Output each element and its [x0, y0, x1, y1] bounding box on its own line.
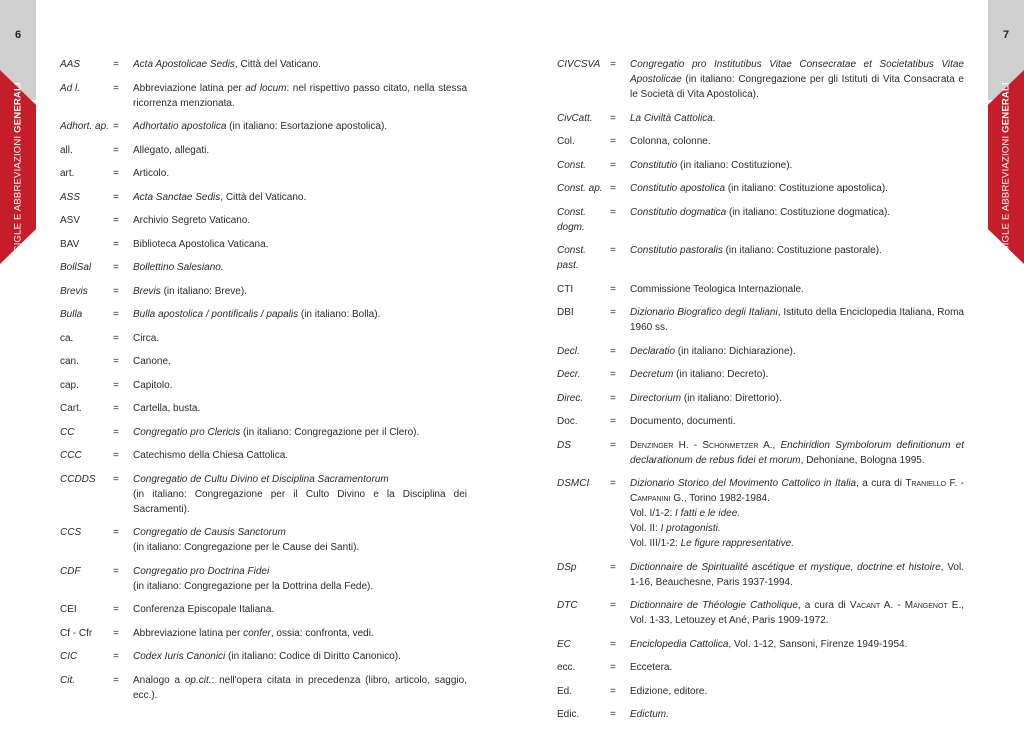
abbreviation-entry — [60, 525, 467, 555]
left-margin-tab — [0, 0, 36, 723]
equals-sign: = — [113, 565, 119, 577]
abbreviation-definition — [630, 111, 964, 126]
equals-sign: = — [113, 604, 119, 615]
abbreviation-term: Decr. — [557, 369, 581, 380]
abbreviation-term: DS — [557, 439, 571, 451]
abbreviation-definition — [630, 158, 964, 173]
equals-sign: = — [113, 403, 119, 414]
equals-sign: = — [610, 600, 616, 611]
abbreviation-definition — [630, 438, 964, 468]
abbreviation-entry — [60, 213, 467, 228]
equals-sign: = — [610, 369, 616, 380]
abbreviation-entry — [557, 305, 964, 335]
definition-segment: confer — [243, 627, 271, 639]
definition-segment: : nell'opera citata in precedenza (libro, articolo, saggio, ecc.). — [133, 674, 467, 701]
definition-segment: Bollettino Salesiano. — [133, 262, 224, 273]
definition-segment: Abbreviazione latina per — [133, 82, 246, 94]
equals-sign: = — [610, 245, 616, 256]
abbreviation-term: cap. — [60, 379, 79, 391]
abbreviation-term: Ad l. — [60, 82, 81, 94]
definition-segment: , ossia: confronta, vedi. — [270, 627, 374, 639]
equals-sign: = — [113, 473, 119, 485]
definition-segment: Vol. II: — [630, 523, 661, 534]
abbreviation-term: Const. — [557, 159, 586, 171]
definition-segment: (in italiano: Congregazione per le Cause dei Santi). — [133, 542, 360, 553]
definition-segment: I fatti e le idee. — [675, 508, 741, 519]
definition-segment: (in italiano: Bolla). — [298, 309, 381, 320]
definition-segment: Cartella, busta. — [133, 403, 201, 414]
equals-sign: = — [610, 112, 616, 124]
abbreviation-entry — [60, 448, 467, 463]
equals-sign: = — [610, 662, 616, 673]
abbreviation-definition — [630, 134, 964, 149]
definition-segment: , Istituto della Enciclopedia Italiana, Roma 1960 ss. — [630, 307, 964, 333]
definition-segment: Enchiridion Symbolorum definitionum et declarationum de rebus fidei et morum — [630, 439, 965, 466]
abbreviation-entry — [557, 391, 964, 406]
abbreviation-term: art. — [60, 168, 75, 179]
definition-segment: (in italiano: Congregazione per il Culto Divino e la Disciplina dei Sacramenti). — [133, 488, 467, 515]
definition-segment: Eccetera. — [630, 662, 673, 673]
definition-segment: Documento, documenti. — [630, 416, 736, 427]
abbreviation-term: CEI — [60, 604, 77, 615]
definition-segment: Bulla apostolica / pontificalis / papalis — [133, 309, 299, 320]
definition-segment: Commissione Teologica Internazionale. — [630, 283, 804, 295]
abbreviation-term: CDF — [60, 565, 81, 577]
abbreviation-definition — [133, 472, 467, 517]
abbreviation-term: DSp — [557, 561, 577, 573]
definition-segment: (in italiano: Codice di Diritto Canonico). — [225, 651, 401, 662]
equals-sign: = — [113, 238, 119, 250]
definition-segment: , a cura di — [797, 600, 850, 611]
definition-segment: , Città del Vaticano. — [220, 191, 307, 203]
definition-segment: H. - — [673, 439, 703, 451]
definition-segment: Brevis — [133, 285, 161, 297]
definition-segment: : nel rispettivo passo citato, nella stessa ricorrenza menzionata. — [133, 82, 468, 109]
abbreviation-definition — [133, 331, 467, 346]
abbreviation-definition — [133, 626, 467, 641]
abbreviation-entry — [557, 367, 964, 382]
abbreviation-definition — [133, 143, 467, 158]
definition-segment: La Civiltà Cattolica. — [630, 112, 716, 124]
equals-sign: = — [113, 527, 119, 538]
abbreviation-term: CCS — [60, 527, 82, 538]
definition-segment: Constitutio — [630, 159, 678, 171]
abbreviation-definition — [133, 190, 467, 205]
equals-sign: = — [610, 283, 616, 295]
definition-segment: Le figure rappresentative. — [680, 538, 794, 549]
abbreviation-entry — [557, 476, 964, 551]
abbreviation-entry — [60, 472, 467, 517]
equals-sign: = — [610, 439, 616, 451]
abbreviation-entry — [557, 134, 964, 149]
equals-sign: = — [610, 307, 616, 318]
abbreviation-entry — [557, 243, 964, 273]
equals-sign: = — [610, 638, 616, 650]
equals-sign: = — [113, 285, 119, 297]
definition-segment: Directorium — [630, 392, 682, 404]
abbreviation-definition — [133, 213, 467, 228]
definition-segment: (in italiano: Costituzione apostolica). — [725, 183, 888, 194]
abbreviation-definition — [133, 448, 467, 463]
abbreviation-term: ecc. — [557, 662, 576, 673]
definition-segment: Declaratio — [630, 345, 676, 357]
abbreviation-entry — [60, 425, 467, 440]
equals-sign: = — [113, 356, 119, 367]
abbreviation-term: Cf - Cfr — [60, 627, 93, 639]
abbreviation-definition — [630, 560, 964, 590]
definition-segment: Capitolo. — [133, 379, 173, 391]
abbreviation-entry — [557, 707, 964, 722]
abbreviation-definition — [133, 673, 467, 703]
definition-segment: Dizionario Storico del Movimento Cattolico in Italia — [630, 478, 857, 489]
definition-segment: Campanini — [630, 493, 671, 504]
definition-segment: Schönmetzer — [702, 439, 759, 451]
abbreviation-entry — [60, 237, 467, 252]
equals-sign: = — [113, 627, 119, 639]
equals-sign: = — [113, 121, 119, 132]
abbreviation-term: all. — [60, 144, 73, 156]
definition-segment: Congregatio de Cultu Divino et Disciplina Sacramentorum — [133, 473, 389, 485]
equals-sign: = — [610, 709, 616, 720]
abbreviation-entry — [60, 81, 467, 111]
abbreviation-definition — [630, 660, 964, 675]
page-number-left: 6 — [14, 29, 22, 41]
abbreviation-definition — [630, 57, 964, 102]
equals-sign: = — [113, 262, 119, 273]
abbreviation-definition — [133, 425, 467, 440]
abbreviation-term: ca. — [60, 332, 74, 344]
definition-segment: Edictum. — [630, 709, 669, 720]
abbreviation-entry — [60, 602, 467, 617]
equals-sign: = — [610, 206, 616, 218]
page-number-right: 7 — [1002, 29, 1010, 41]
equals-sign: = — [610, 478, 616, 489]
abbreviation-term: DTC — [557, 600, 578, 611]
definition-segment: (in italiano: Breve). — [160, 285, 247, 297]
definition-segment: Vol. I/1-2: — [630, 508, 676, 519]
abbreviation-entry — [60, 260, 467, 275]
definition-segment: Decretum — [630, 369, 674, 380]
definition-segment: F. - — [946, 478, 964, 489]
abbreviation-entry — [557, 57, 964, 102]
abbreviation-definition — [133, 81, 467, 111]
abbreviation-term: CCC — [60, 450, 82, 461]
abbreviation-term: Ed. — [557, 685, 573, 697]
definition-segment: Allegato, allegati. — [133, 144, 210, 156]
equals-sign: = — [610, 136, 616, 147]
abbreviation-definition — [133, 401, 467, 416]
abbreviation-entry — [60, 284, 467, 299]
abbreviation-term: Doc. — [557, 416, 578, 427]
definition-segment: (in italiano: Direttorio). — [681, 392, 782, 404]
definition-segment: (in italiano: Costituzione dogmatica). — [726, 206, 891, 218]
section-label-left: SIGLE E ABBREVIAZIONI GENERALI — [12, 82, 24, 252]
abbreviation-entry — [557, 637, 964, 652]
equals-sign: = — [113, 450, 119, 461]
abbreviation-definition — [133, 260, 467, 275]
definition-segment: (in italiano: Congregazione per il Clero). — [240, 426, 420, 438]
definition-segment: G., Torino 1982-1984. — [670, 493, 770, 504]
definition-segment: Vol. III/1-2: — [630, 538, 681, 549]
definition-segment: Congregatio pro Clericis — [133, 426, 241, 438]
equals-sign: = — [610, 345, 616, 357]
abbreviation-entry — [60, 119, 467, 134]
definition-segment: Constitutio pastoralis — [630, 245, 723, 256]
abbreviation-definition — [630, 391, 964, 406]
definition-segment: Codex Iuris Canonici — [133, 651, 226, 662]
abbreviation-definition — [133, 649, 467, 664]
definition-segment: Colonna, colonne. — [630, 136, 711, 147]
abbreviation-term: CivCatt. — [557, 112, 593, 124]
equals-sign: = — [113, 191, 119, 203]
definition-segment: Denzinger — [630, 439, 674, 451]
definition-segment: I protagonisti. — [660, 523, 721, 534]
equals-sign: = — [113, 168, 119, 179]
abbreviation-entry — [557, 205, 964, 235]
equals-sign: = — [113, 426, 119, 438]
abbreviation-term: Adhort. ap. — [60, 121, 109, 132]
definition-segment: Traniello — [905, 478, 947, 489]
definition-segment: , Vol. 1-16, Beauchesne, Paris 1937-1994. — [630, 561, 964, 588]
abbreviation-entry — [60, 331, 467, 346]
definition-segment: , a cura di — [856, 478, 906, 489]
definition-segment: Biblioteca Apostolica Vaticana. — [133, 238, 269, 250]
abbreviation-definition — [630, 181, 964, 196]
abbreviation-entry — [557, 438, 964, 468]
definition-segment: Constitutio dogmatica — [630, 206, 727, 218]
abbreviation-entry — [557, 282, 964, 297]
abbreviation-entry — [557, 181, 964, 196]
abbreviation-term: Direc. — [557, 392, 584, 404]
abbreviation-entry — [60, 673, 467, 703]
definition-segment: Catechismo della Chiesa Cattolica. — [133, 450, 289, 461]
abbreviation-definition — [133, 119, 467, 134]
definition-segment: (in italiano: Dichiarazione). — [675, 345, 796, 357]
abbreviation-definition — [630, 598, 964, 628]
equals-sign: = — [610, 159, 616, 171]
abbreviation-entry — [60, 626, 467, 641]
definition-segment: (in italiano: Costituzione). — [677, 159, 793, 171]
right-margin-tab — [988, 0, 1024, 723]
definition-segment: Analogo a — [133, 674, 185, 686]
abbreviation-definition — [133, 354, 467, 369]
abbreviation-term: Const. ap. — [557, 183, 603, 194]
equals-sign: = — [113, 144, 119, 156]
equals-sign: = — [113, 59, 119, 70]
abbreviation-definition — [630, 476, 964, 551]
definition-segment: (in italiano: Congregazione per gli Istituti di Vita Consacrata e le Società di Vita Apostolica). — [630, 74, 964, 100]
abbreviation-list-left — [60, 57, 467, 711]
equals-sign: = — [610, 561, 616, 573]
abbreviation-definition — [630, 282, 964, 297]
abbreviation-entry — [60, 143, 467, 158]
abbreviation-definition — [630, 707, 964, 722]
abbreviation-definition — [133, 525, 467, 555]
definition-segment: , Vol. 1-12, Sansoni, Firenze 1949-1954. — [728, 638, 908, 650]
abbreviation-definition — [630, 684, 964, 699]
abbreviation-definition — [630, 344, 964, 359]
definition-segment: Adhortatio apostolica — [133, 121, 227, 132]
definition-segment: Canone. — [133, 356, 171, 367]
abbreviation-entry — [60, 401, 467, 416]
abbreviation-entry — [60, 564, 467, 594]
equals-sign: = — [113, 309, 119, 320]
definition-segment: , Dehoniane, Bologna 1995. — [800, 454, 925, 466]
abbreviation-definition — [630, 305, 964, 335]
abbreviation-term: BollSal — [60, 262, 92, 273]
definition-segment: ad locum — [245, 82, 287, 94]
equals-sign: = — [113, 651, 119, 662]
definition-segment: Congregatio de Causis Sanctorum — [133, 527, 286, 538]
equals-sign: = — [610, 685, 616, 697]
abbreviation-term: AAS — [60, 59, 81, 70]
equals-sign: = — [113, 332, 119, 344]
abbreviation-definition — [133, 57, 467, 72]
abbreviation-term: Brevis — [60, 285, 88, 297]
abbreviation-term: CIVCSVA — [557, 59, 601, 70]
abbreviation-term: Cart. — [60, 403, 82, 414]
definition-segment: op.cit. — [184, 674, 212, 686]
abbreviation-entry — [557, 598, 964, 628]
definition-segment: Congregatio pro Institutibus Vitae Consecratae et Societatibus Vitae Apostolicae — [630, 59, 964, 85]
abbreviation-term: BAV — [60, 238, 80, 250]
definition-segment: (in italiano: Costituzione pastorale). — [722, 245, 882, 256]
abbreviation-entry — [557, 414, 964, 429]
abbreviation-entry — [557, 684, 964, 699]
abbreviation-list-right — [557, 57, 964, 731]
abbreviation-entry — [60, 354, 467, 369]
abbreviation-entry — [60, 190, 467, 205]
abbreviation-entry — [557, 158, 964, 173]
definition-segment: Acta Apostolicae Sedis — [133, 59, 235, 70]
abbreviation-entry — [557, 560, 964, 590]
definition-segment: Articolo. — [133, 168, 170, 179]
definition-segment: Constitutio apostolica — [630, 183, 726, 194]
abbreviation-definition — [630, 367, 964, 382]
abbreviation-term: DSMCI — [557, 478, 590, 489]
abbreviation-entry — [557, 111, 964, 126]
abbreviation-definition — [133, 284, 467, 299]
equals-sign: = — [610, 59, 616, 70]
definition-segment: Circa. — [133, 332, 160, 344]
equals-sign: = — [113, 215, 119, 226]
abbreviation-entry — [60, 378, 467, 393]
definition-segment: (in italiano: Decreto). — [673, 369, 769, 380]
equals-sign: = — [113, 379, 119, 391]
abbreviation-definition — [133, 564, 467, 594]
definition-segment: Dictionnaire de Spiritualité ascétique et mystique, doctrine et histoire — [630, 561, 941, 573]
equals-sign: = — [610, 183, 616, 194]
definition-segment: E., Vol. 1-33, Letouzey et Ané, Paris 1909-1972. — [630, 600, 964, 626]
abbreviation-term: Bulla — [60, 309, 83, 320]
definition-segment: Congregatio pro Doctrina Fidei — [133, 565, 270, 577]
definition-segment: Abbreviazione latina per — [133, 627, 244, 639]
abbreviation-term: Const. dogm. — [557, 206, 586, 233]
abbreviation-entry — [60, 166, 467, 181]
abbreviation-term: CTI — [557, 283, 574, 295]
abbreviation-term: CIC — [60, 651, 78, 662]
abbreviation-entry — [557, 344, 964, 359]
abbreviation-definition — [133, 378, 467, 393]
definition-segment: Mangenot — [904, 600, 948, 611]
abbreviation-term: CCDDS — [60, 473, 96, 485]
section-label-right: SIGLE E ABBREVIAZIONI GENERALI — [1000, 82, 1012, 252]
abbreviation-definition — [133, 166, 467, 181]
abbreviation-definition — [630, 205, 964, 235]
abbreviation-term: EC — [557, 638, 571, 650]
definition-segment: A., — [758, 439, 781, 451]
definition-segment: (in italiano: Congregazione per la Dottrina della Fede). — [133, 580, 374, 592]
definition-segment: (in italiano: Esortazione apostolica). — [226, 121, 388, 132]
abbreviation-definition — [133, 307, 467, 322]
abbreviation-definition — [630, 637, 964, 652]
abbreviation-term: ASV — [60, 215, 81, 226]
equals-sign: = — [610, 392, 616, 404]
equals-sign: = — [610, 416, 616, 427]
equals-sign: = — [113, 674, 119, 686]
abbreviation-definition — [630, 414, 964, 429]
abbreviation-term: ASS — [60, 191, 81, 203]
abbreviation-entry — [60, 307, 467, 322]
definition-segment: Conferenza Episcopale Italiana. — [133, 604, 275, 615]
abbreviation-definition — [630, 243, 964, 273]
abbreviation-definition — [133, 602, 467, 617]
abbreviation-term: Decl. — [557, 345, 580, 357]
definition-segment: Acta Sanctae Sedis — [133, 191, 221, 203]
abbreviation-term: Cit. — [60, 674, 75, 686]
abbreviation-term: Edic. — [557, 709, 580, 720]
equals-sign: = — [113, 82, 119, 94]
abbreviation-term: DBI — [557, 307, 574, 318]
definition-segment: A. - — [880, 600, 905, 611]
abbreviation-entry — [60, 57, 467, 72]
abbreviation-entry — [557, 660, 964, 675]
definition-segment: Edizione, editore. — [630, 685, 708, 697]
abbreviation-entry — [60, 649, 467, 664]
abbreviation-definition — [133, 237, 467, 252]
abbreviation-term: Col. — [557, 136, 575, 147]
definition-segment: Archivio Segreto Vaticano. — [133, 215, 251, 226]
abbreviation-term: can. — [60, 356, 79, 367]
definition-segment: Vacant — [849, 600, 881, 611]
abbreviation-term: CC — [60, 426, 75, 438]
definition-segment: Dictionnaire de Théologie Catholique — [630, 600, 798, 611]
abbreviation-term: Const. past. — [557, 245, 586, 271]
definition-segment: , Città del Vaticano. — [234, 59, 321, 70]
definition-segment: Enciclopedia Cattolica — [630, 638, 729, 650]
definition-segment: Dizionario Biografico degli Italiani — [630, 307, 778, 318]
